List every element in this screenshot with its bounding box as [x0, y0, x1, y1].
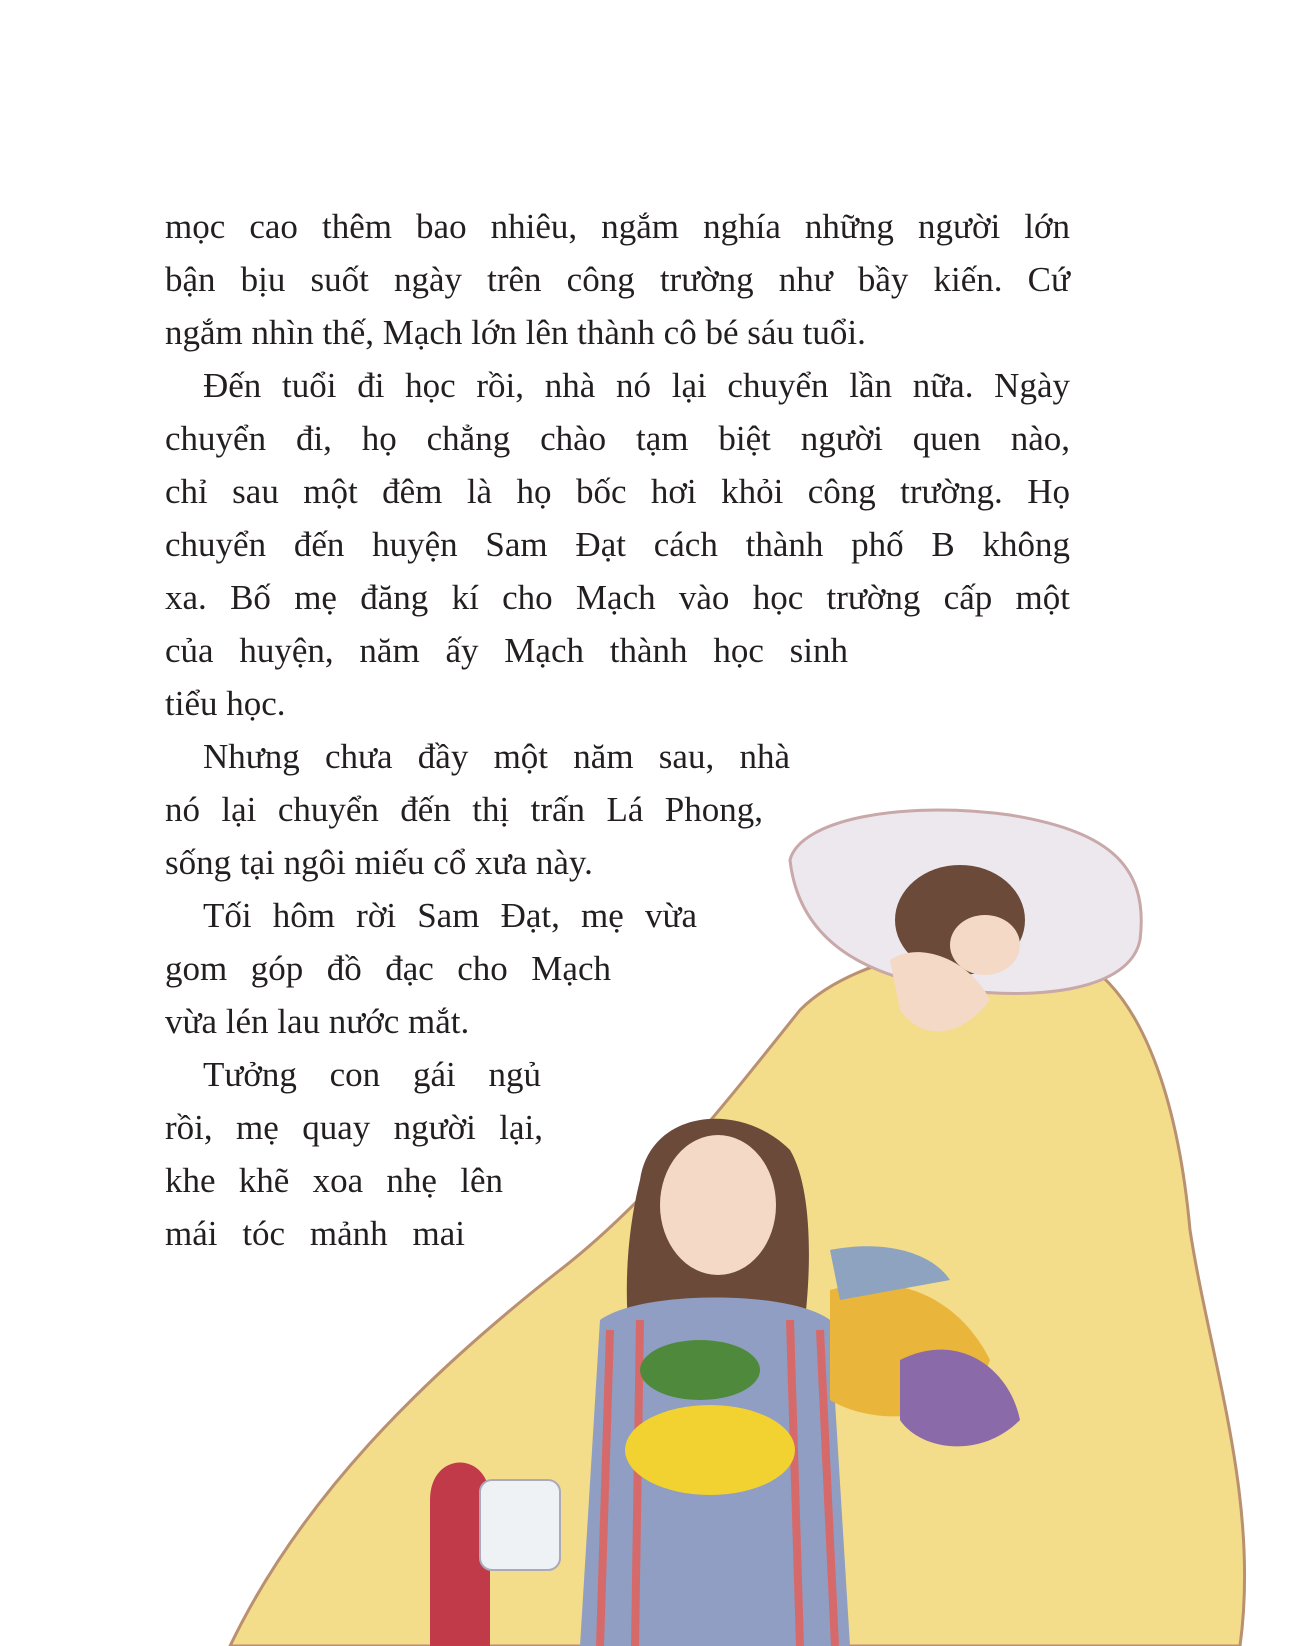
text-line: của huyện, năm ấy Mạch thành học sinh — [165, 631, 848, 670]
text-line: vừa lén lau nước mắt. — [165, 1002, 470, 1041]
text-line: rồi, mẹ quay người lại, — [165, 1108, 543, 1147]
text-line: Tối hôm rời Sam Đạt, mẹ vừa — [203, 896, 697, 935]
text-line: mọc cao thêm bao nhiêu, ngắm nghía những người lớn — [165, 207, 1070, 246]
text-line: xa. Bố mẹ đăng kí cho Mạch vào học trường cấp một — [165, 578, 1070, 617]
text-line: khe khẽ xoa nhẹ lên — [165, 1161, 503, 1200]
text-line: chuyển đến huyện Sam Đạt cách thành phố B không — [165, 525, 1070, 564]
text-line: ngắm nhìn thế, Mạch lớn lên thành cô bé sáu tuổi. — [165, 313, 866, 352]
yellow-bundle — [625, 1405, 795, 1495]
text-line: chỉ sau một đêm là họ bốc hơi khỏi công trường. Họ — [165, 472, 1070, 511]
jar — [480, 1480, 560, 1570]
text-line: chuyển đi, họ chẳng chào tạm biệt người quen nào, — [165, 419, 1070, 458]
text-line: Tưởng con gái ngủ — [203, 1055, 541, 1094]
text-line: gom góp đồ đạc cho Mạch — [165, 949, 611, 988]
text-line: Đến tuổi đi học rồi, nhà nó lại chuyển lần nữa. Ngày — [203, 366, 1070, 405]
body-text — [165, 200, 1070, 1260]
text-line: bận bịu suốt ngày trên công trường như bầy kiến. Cứ — [165, 260, 1070, 299]
text-line: Nhưng chưa đầy một năm sau, nhà — [203, 737, 790, 776]
text-line: sống tại ngôi miếu cổ xưa này. — [165, 843, 593, 882]
text-line: mái tóc mảnh mai — [165, 1214, 465, 1253]
green-bundle — [640, 1340, 760, 1400]
text-line: tiểu học. — [165, 684, 286, 723]
text-line: nó lại chuyển đến thị trấn Lá Phong, — [165, 790, 763, 829]
